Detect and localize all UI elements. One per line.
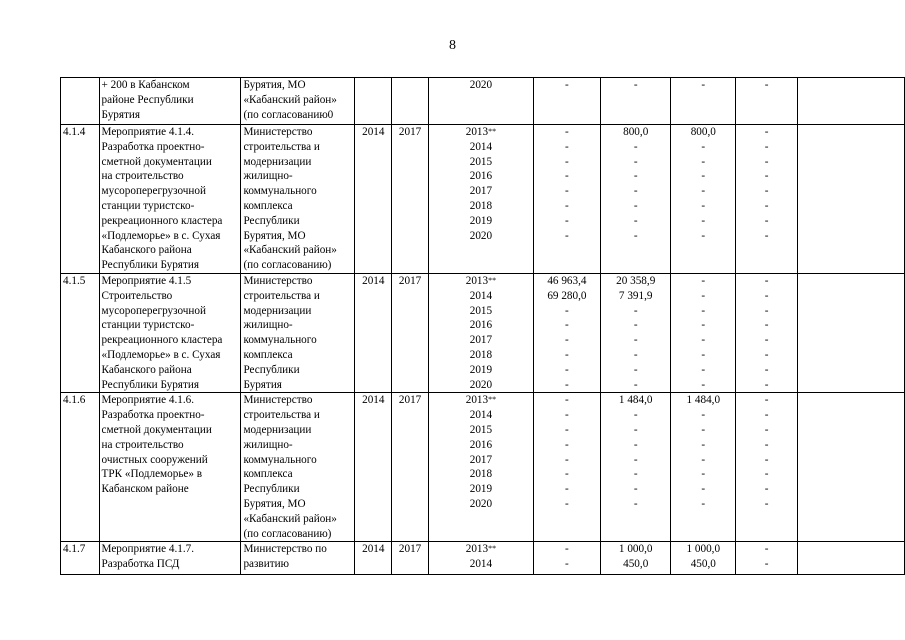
funding-col-4-line: - <box>764 289 769 302</box>
funding-col-4-line: - <box>764 394 769 407</box>
year-list-line: 2020 <box>469 378 493 391</box>
funding-col-4 <box>736 542 798 575</box>
funding-col-3-line: 800,0 <box>690 126 716 138</box>
executor-line: жилищно- <box>243 170 293 183</box>
activity-name-line: на строительство <box>101 170 184 183</box>
empty-result-cell <box>798 78 905 125</box>
funding-col-1-line: - <box>565 126 569 138</box>
funding-col-3-line: - <box>701 453 706 466</box>
activity-name-line: Мероприятие 4.1.5 <box>101 274 192 287</box>
funding-col-1-line: - <box>565 468 569 481</box>
funding-col-2-line: - <box>633 319 638 332</box>
executor-line: Бурятия, МО <box>243 497 306 510</box>
funding-col-1-line: - <box>565 438 569 451</box>
funding-col-2-line: - <box>633 453 638 466</box>
activity-number: 4.1.4 <box>61 125 100 274</box>
funding-col-2-line: 450,0 <box>623 558 649 571</box>
executor-line: Республики <box>243 363 300 376</box>
executor-line: (по согласованию) <box>243 259 332 272</box>
funding-col-3-line: - <box>701 289 706 302</box>
activity-name-line: очистных сооружений <box>101 453 208 466</box>
funding-col-3-line: - <box>701 378 706 391</box>
executor-line: жилищно- <box>243 319 293 332</box>
funding-col-1-line: - <box>565 409 569 422</box>
executor <box>241 78 355 125</box>
funding-col-1-line: - <box>565 185 569 198</box>
funding-col-3-line: - <box>701 140 706 153</box>
year-list-line: 2013** <box>465 543 497 556</box>
year-list-line: 2018 <box>469 348 493 361</box>
year-list-line: 2019 <box>469 214 493 227</box>
funding-col-1-line: - <box>565 453 569 466</box>
year-list-line: 2016 <box>469 170 493 183</box>
funding-col-4 <box>736 273 798 392</box>
activity-name-line: Бурятия <box>101 108 141 121</box>
activity-number: 4.1.7 <box>61 542 100 575</box>
funding-col-3-line: - <box>701 199 706 212</box>
activity-name-line: станции туристско- <box>101 319 195 332</box>
executor <box>241 273 355 392</box>
year-list-line: 2019 <box>469 483 493 496</box>
funding-col-3-line: - <box>701 363 706 376</box>
funding-col-4-line: - <box>764 199 769 212</box>
funding-col-2 <box>600 542 671 575</box>
activity-name-line: рекреационного кластера <box>101 214 223 227</box>
footnote-marker: ** <box>488 395 497 405</box>
start-year <box>355 78 392 125</box>
funding-col-1-line: 46 963,4 <box>547 274 587 287</box>
activity-name-line: мусороперегрузочной <box>101 304 206 317</box>
funding-col-1-line: - <box>565 155 569 168</box>
funding-col-2-line: - <box>633 229 638 242</box>
funding-col-3 <box>671 542 736 575</box>
year-list-line: 2013** <box>465 274 497 287</box>
funding-col-3 <box>671 78 736 125</box>
funding-col-4 <box>736 125 798 274</box>
funding-col-4-line: - <box>764 319 769 332</box>
funding-col-1 <box>533 542 600 575</box>
funding-col-2-line: - <box>633 409 638 422</box>
activity-name <box>99 78 241 125</box>
activity-name <box>99 542 241 575</box>
funding-col-3 <box>671 125 736 274</box>
funding-col-2-line: - <box>633 438 638 451</box>
table-row <box>61 273 905 392</box>
executor-line: (по согласованию) <box>243 527 332 540</box>
funding-col-2-line: - <box>633 155 638 168</box>
funding-col-3-line: - <box>701 319 706 332</box>
executor-line: комплекса <box>243 348 293 361</box>
executor-line: (по согласованию0 <box>243 108 334 121</box>
funding-col-4-line: - <box>764 79 769 91</box>
funding-col-4-line: - <box>764 423 769 436</box>
year-list-line: 2016 <box>469 319 493 332</box>
funding-col-4-line: - <box>764 304 769 317</box>
executor-line: Республики <box>243 214 300 227</box>
year-list-line: 2018 <box>469 199 493 212</box>
executor-line: комплекса <box>243 199 293 212</box>
funding-col-4-line: - <box>764 483 769 496</box>
activity-name-line: станции туристско- <box>101 199 195 212</box>
funding-col-2-line: 1 484,0 <box>618 394 653 407</box>
funding-col-4 <box>736 78 798 125</box>
activity-name-line: Разработка проектно- <box>101 140 205 153</box>
activity-number: 4.1.5 <box>61 273 100 392</box>
empty-result-cell <box>798 125 905 274</box>
year-list-line: 2020 <box>469 229 493 242</box>
activity-number <box>61 78 100 125</box>
executor <box>241 125 355 274</box>
funding-col-2-line: - <box>633 423 638 436</box>
executor-line: «Кабанский район» <box>243 93 337 106</box>
funding-col-4-line: - <box>764 155 769 168</box>
executor-line: коммунального <box>243 185 317 198</box>
funding-col-2-line: - <box>633 79 638 91</box>
funding-col-2 <box>600 125 671 274</box>
funding-col-2-line: - <box>633 170 638 183</box>
year-list-line: 2018 <box>469 468 493 481</box>
year-list-line: 2020 <box>469 79 493 91</box>
executor-line: «Кабанский район» <box>243 512 337 525</box>
funding-col-3-line: - <box>701 423 706 436</box>
activity-name-line: районе Республики <box>101 93 194 106</box>
empty-result-cell <box>798 542 905 575</box>
year-list <box>428 273 533 392</box>
funding-col-3-line: - <box>701 438 706 451</box>
year-list <box>428 393 533 542</box>
funding-col-2-line: - <box>633 334 638 347</box>
funding-col-3-line: - <box>701 483 706 496</box>
funding-col-4-line: - <box>764 468 769 481</box>
executor-line: развитию <box>243 558 289 571</box>
funding-col-3-line: - <box>701 468 706 481</box>
funding-col-3-line: - <box>701 497 706 510</box>
activity-name-line: Республики Бурятия <box>101 378 199 391</box>
funding-col-4-line: - <box>764 438 769 451</box>
funding-col-3-line: - <box>701 348 706 361</box>
year-list <box>428 125 533 274</box>
executor-line: Бурятия <box>243 378 282 391</box>
page-number: 8 <box>449 38 456 53</box>
funding-col-4-line: - <box>764 126 769 138</box>
executor-line: Министерство <box>243 394 313 407</box>
executor-line: модернизации <box>243 304 312 317</box>
funding-col-4-line: - <box>764 348 769 361</box>
funding-col-1-line: - <box>565 229 569 242</box>
year-list-line: 2017 <box>469 334 493 347</box>
executor-line: строительства и <box>243 409 320 422</box>
end-year: 2017 <box>392 393 429 542</box>
year-list-line: 2014 <box>469 409 493 422</box>
year-list-line: 2017 <box>469 453 493 466</box>
start-year: 2014 <box>355 542 392 575</box>
executor-line: жилищно- <box>243 438 293 451</box>
activity-name-line: Республики Бурятия <box>101 259 199 272</box>
executor-line: модернизации <box>243 423 312 436</box>
funding-col-2-line: - <box>633 304 638 317</box>
executor-line: комплекса <box>243 468 293 481</box>
funding-col-3-line: - <box>701 170 706 183</box>
start-year: 2014 <box>355 393 392 542</box>
year-list-line: 2014 <box>469 140 493 153</box>
funding-col-4 <box>736 393 798 542</box>
funding-col-3-line: 450,0 <box>690 558 716 571</box>
funding-col-1-line: 69 280,0 <box>547 289 587 302</box>
funding-col-3-line: 1 484,0 <box>686 394 721 407</box>
funding-col-3-line: 1 000,0 <box>686 543 721 556</box>
funding-col-2-line: 800,0 <box>623 126 649 138</box>
funding-col-4-line: - <box>764 274 769 287</box>
funding-col-4-line: - <box>764 229 769 242</box>
table-row <box>61 78 905 125</box>
funding-col-1-line: - <box>565 214 569 227</box>
funding-col-4-line: - <box>764 140 769 153</box>
start-year: 2014 <box>355 125 392 274</box>
end-year <box>392 78 429 125</box>
activity-name-line: Разработка ПСД <box>101 558 180 571</box>
executor <box>241 542 355 575</box>
funding-col-1-line: - <box>565 79 569 91</box>
funding-col-2-line: - <box>633 140 638 153</box>
activity-name-line: сметной документации <box>101 155 212 168</box>
year-list-line: 2016 <box>469 438 493 451</box>
executor-line: Бурятия, МО <box>243 229 306 242</box>
funding-col-2-line: 7 391,9 <box>618 289 653 302</box>
funding-col-4-line: - <box>764 543 769 556</box>
funding-col-2-line: - <box>633 363 638 376</box>
year-list-line: 2014 <box>469 289 493 302</box>
activity-name-line: Мероприятие 4.1.4. <box>101 126 195 138</box>
funding-col-1-line: - <box>565 363 569 376</box>
funding-col-2-line: - <box>633 468 638 481</box>
funding-col-4-line: - <box>764 363 769 376</box>
funding-col-1-line: - <box>565 423 569 436</box>
funding-col-4-line: - <box>764 185 769 198</box>
funding-col-1-line: - <box>565 483 569 496</box>
funding-col-3 <box>671 273 736 392</box>
funding-col-3-line: - <box>701 155 706 168</box>
executor-line: коммунального <box>243 334 317 347</box>
funding-col-2 <box>600 273 671 392</box>
funding-col-3 <box>671 393 736 542</box>
funding-col-3-line: - <box>701 409 706 422</box>
funding-col-3-line: - <box>701 214 706 227</box>
funding-col-2-line: - <box>633 199 638 212</box>
funding-col-3-line: - <box>701 229 706 242</box>
footnote-marker: ** <box>488 275 497 285</box>
table-row <box>61 542 905 575</box>
funding-col-2-line: - <box>633 214 638 227</box>
activity-number: 4.1.6 <box>61 393 100 542</box>
program-activities-table <box>60 77 905 575</box>
year-list-line: 2015 <box>469 423 493 436</box>
activity-name-line: Мероприятие 4.1.6. <box>101 394 195 407</box>
funding-col-1-line: - <box>565 319 569 332</box>
funding-col-2-line: - <box>633 497 638 510</box>
funding-col-2-line: - <box>633 483 638 496</box>
table-row <box>61 125 905 274</box>
end-year: 2017 <box>392 125 429 274</box>
funding-col-1-line: - <box>565 558 569 571</box>
year-list-line: 2013** <box>465 394 497 407</box>
funding-col-1-line: - <box>565 378 569 391</box>
year-list <box>428 542 533 575</box>
funding-col-2-line: 20 358,9 <box>616 274 656 287</box>
activity-name-line: Строительство <box>101 289 173 302</box>
executor-line: модернизации <box>243 155 312 168</box>
funding-col-4-line: - <box>764 334 769 347</box>
funding-col-4-line: - <box>764 497 769 510</box>
funding-col-1 <box>533 393 600 542</box>
end-year: 2017 <box>392 273 429 392</box>
activity-name-line: Кабанского района <box>101 363 192 376</box>
executor-line: строительства и <box>243 140 320 153</box>
activity-name-line: мусороперегрузочной <box>101 185 206 198</box>
executor-line: коммунального <box>243 453 317 466</box>
empty-result-cell <box>798 273 905 392</box>
activity-name <box>99 273 241 392</box>
funding-col-1-line: - <box>565 334 569 347</box>
funding-col-1-line: - <box>565 497 569 510</box>
empty-result-cell <box>798 393 905 542</box>
executor <box>241 393 355 542</box>
executor-line: Министерство по <box>243 543 327 556</box>
funding-col-1-line: - <box>565 170 569 183</box>
funding-col-4-line: - <box>764 409 769 422</box>
activity-name <box>99 393 241 542</box>
activity-name-line: Кабанском районе <box>101 483 189 496</box>
funding-col-1-line: - <box>565 304 569 317</box>
funding-col-4-line: - <box>764 170 769 183</box>
funding-col-1-line: - <box>565 394 569 407</box>
year-list-line: 2020 <box>469 497 493 510</box>
executor-line: Бурятия, МО <box>243 79 306 91</box>
funding-col-4-line: - <box>764 378 769 391</box>
funding-col-2-line: - <box>633 378 638 391</box>
funding-col-1-line: - <box>565 348 569 361</box>
activity-name-line: Разработка проектно- <box>101 409 205 422</box>
funding-col-4-line: - <box>764 558 769 571</box>
activity-name-line: на строительство <box>101 438 184 451</box>
executor-line: Министерство <box>243 126 313 138</box>
footnote-marker: ** <box>488 544 497 554</box>
funding-col-1 <box>533 273 600 392</box>
funding-col-3-line: - <box>701 185 706 198</box>
year-list-line: 2013** <box>465 126 497 138</box>
year-list-line: 2014 <box>469 558 493 571</box>
activity-name-line: ТРК «Подлеморье» в <box>101 468 203 481</box>
table-row <box>61 393 905 542</box>
year-list-line: 2017 <box>469 185 493 198</box>
funding-col-1 <box>533 78 600 125</box>
funding-col-2 <box>600 78 671 125</box>
year-list-line: 2019 <box>469 363 493 376</box>
start-year: 2014 <box>355 273 392 392</box>
funding-col-3-line: - <box>701 334 706 347</box>
funding-col-4-line: - <box>764 453 769 466</box>
footnote-marker: ** <box>488 127 497 136</box>
activity-name-line: рекреационного кластера <box>101 334 223 347</box>
activity-name-line: сметной документации <box>101 423 212 436</box>
funding-col-4-line: - <box>764 214 769 227</box>
executor-line: строительства и <box>243 289 320 302</box>
activity-name-line: «Подлеморье» в с. Сухая <box>101 229 221 242</box>
activity-name <box>99 125 241 274</box>
activity-name-line: + 200 в Кабанском <box>101 79 190 91</box>
year-list-line: 2015 <box>469 155 493 168</box>
activity-name-line: Мероприятие 4.1.7. <box>101 543 195 556</box>
funding-col-1-line: - <box>565 199 569 212</box>
funding-col-2-line: - <box>633 348 638 361</box>
executor-line: Министерство <box>243 274 313 287</box>
executor-line: «Кабанский район» <box>243 244 337 257</box>
funding-col-1-line: - <box>565 543 569 556</box>
funding-col-3-line: - <box>701 304 706 317</box>
funding-col-2-line: - <box>633 185 638 198</box>
funding-col-2 <box>600 393 671 542</box>
funding-col-2-line: 1 000,0 <box>618 543 653 556</box>
funding-col-1-line: - <box>565 140 569 153</box>
executor-line: Республики <box>243 483 300 496</box>
activity-name-line: Кабанского района <box>101 244 192 257</box>
activity-name-line: «Подлеморье» в с. Сухая <box>101 348 221 361</box>
funding-col-1 <box>533 125 600 274</box>
funding-col-3-line: - <box>701 79 706 91</box>
funding-col-3-line: - <box>701 274 706 287</box>
end-year: 2017 <box>392 542 429 575</box>
year-list-line: 2015 <box>469 304 493 317</box>
year-list <box>428 78 533 125</box>
